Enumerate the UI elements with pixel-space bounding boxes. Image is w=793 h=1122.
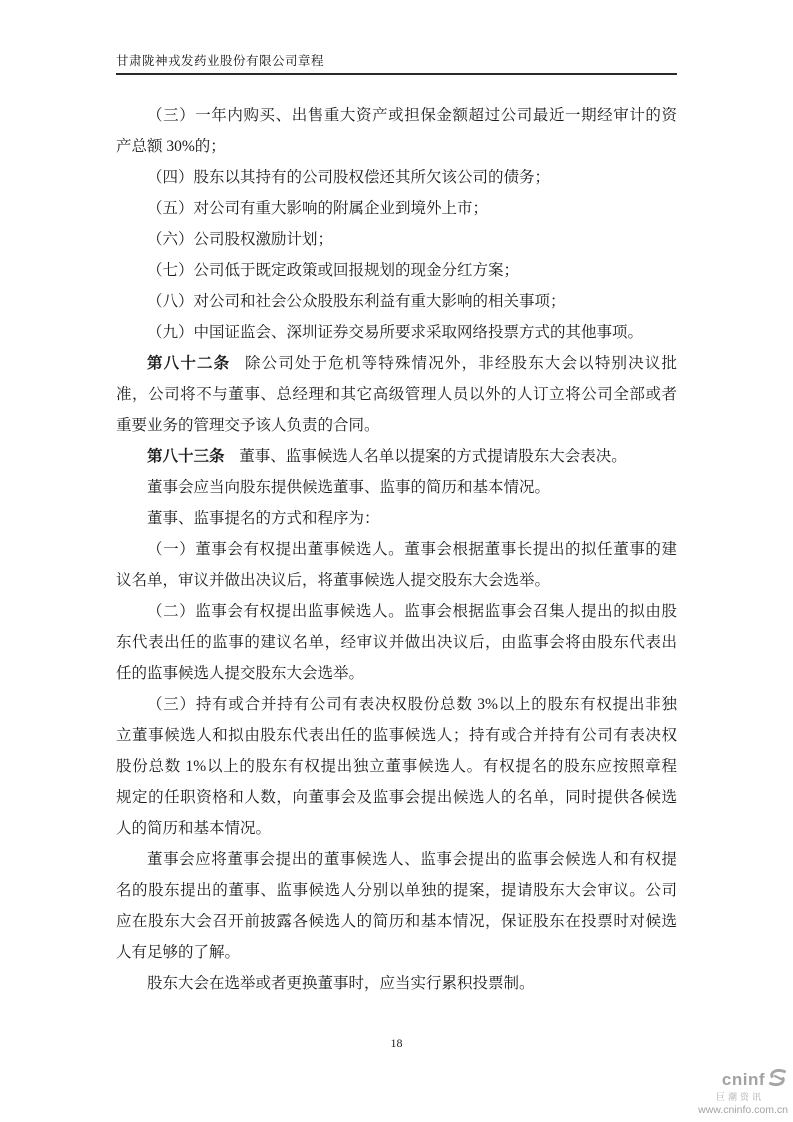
text-segment: 东代表出任的监事的建议名单，经审议并做出决议后，由监事会将由股东代表出 xyxy=(116,634,677,651)
page-header-title: 甘肃陇神戎发药业股份有限公司章程 xyxy=(116,54,325,68)
text-line xyxy=(116,937,677,968)
text-segment: 议名单，审议并做出决议后，将董事候选人提交股东大会选举。 xyxy=(116,572,551,589)
text-segment: 产总额 30%的； xyxy=(116,138,226,155)
page-header xyxy=(116,52,677,75)
text-line xyxy=(116,813,677,844)
text-segment: 名的股东提出的董事、监事候选人分别以单独的提案，提请股东大会审议。公司 xyxy=(116,882,677,899)
text-line xyxy=(116,224,677,255)
text-line xyxy=(116,255,677,286)
text-segment: （七）公司低于既定政策或回报规划的现金分红方案； xyxy=(147,262,520,279)
text-line xyxy=(116,317,677,348)
article-number-bold: 第八十三条 xyxy=(147,448,225,465)
text-segment: 任的监事候选人提交股东大会选举。 xyxy=(116,665,365,682)
text-segment: 立董事候选人和拟由股东代表出任的监事候选人；持有或合并持有公司有表决权 xyxy=(116,727,677,744)
text-segment: 人的简历和基本情况。 xyxy=(116,820,272,837)
text-line xyxy=(116,100,677,131)
text-segment: 董事、监事候选人名单以提案的方式提请股东大会表决。 xyxy=(239,448,627,465)
text-segment: 重要业务的管理交予该人负责的合同。 xyxy=(116,417,380,434)
swirl-icon xyxy=(767,1068,788,1091)
text-line xyxy=(116,410,677,441)
article-number-bold: 第八十二条 xyxy=(147,355,231,372)
text-line xyxy=(116,782,677,813)
text-segment: 董事、监事提名的方式和程序为： xyxy=(147,510,380,527)
text-line xyxy=(116,534,677,565)
text-line xyxy=(116,286,677,317)
text-segment: （四）股东以其持有的公司股权偿还其所欠该公司的债务； xyxy=(147,169,551,186)
cninfo-logo xyxy=(668,1068,788,1116)
text-line xyxy=(116,627,677,658)
text-line xyxy=(116,565,677,596)
document-body xyxy=(116,100,677,999)
text-line xyxy=(116,875,677,906)
text-line xyxy=(116,658,677,689)
text-segment: 人有足够的了解。 xyxy=(116,944,241,961)
text-line xyxy=(116,162,677,193)
text-segment: （三）一年内购买、出售重大资产或担保金额超过公司最近一期经审计的资 xyxy=(147,107,677,124)
text-segment: 股东大会在选举或者更换董事时，应当实行累积投票制。 xyxy=(147,975,535,992)
text-segment: （九）中国证监会、深圳证券交易所要求采取网络投票方式的其他事项。 xyxy=(147,324,644,341)
text-segment: （三）持有或合并持有公司有表决权股份总数 3%以上的股东有权提出非独 xyxy=(147,696,677,713)
text-line xyxy=(116,689,677,720)
text-segment: 董事会应将董事会提出的董事候选人、监事会提出的监事会候选人和有权提 xyxy=(147,851,677,868)
cninfo-brand-text: cninf xyxy=(721,1070,765,1089)
text-segment: 规定的任职资格和人数，向董事会及监事会提出候选人的名单，同时提供各候选 xyxy=(116,789,677,806)
text-segment: 除公司处于危机等特殊情况外，非经股东大会以特别决议批 xyxy=(245,355,677,372)
text-line xyxy=(116,472,677,503)
text-line xyxy=(116,968,677,999)
text-line xyxy=(116,906,677,937)
text-line xyxy=(116,441,677,472)
text-segment: 应在股东大会召开前披露各候选人的简历和基本情况，保证股东在投票时对候选 xyxy=(116,913,677,930)
text-segment: 董事会应当向股东提供候选董事、监事的简历和基本情况。 xyxy=(147,479,551,496)
text-line xyxy=(116,751,677,782)
text-segment: （一）董事会有权提出董事候选人。董事会根据董事长提出的拟任董事的建 xyxy=(147,541,677,558)
cninfo-url: www.cninfo.com.cn xyxy=(698,1104,788,1116)
text-line xyxy=(116,503,677,534)
text-segment: 准，公司将不与董事、总经理和其它高级管理人员以外的人订立将公司全部或者 xyxy=(116,386,677,403)
text-line xyxy=(116,844,677,875)
text-segment: （二）监事会有权提出监事候选人。监事会根据监事会召集人提出的拟由股 xyxy=(147,603,677,620)
text-segment: （六）公司股权激励计划； xyxy=(147,231,334,248)
text-line xyxy=(116,379,677,410)
text-segment: （八）对公司和社会公众股股东利益有重大影响的相关事项； xyxy=(147,293,566,310)
cninfo-brand-row xyxy=(668,1068,788,1091)
text-segment: （五）对公司有重大影响的附属企业到境外上市； xyxy=(147,200,489,217)
text-line xyxy=(116,720,677,751)
cninfo-chinese-name: 巨潮资讯 xyxy=(715,1092,764,1102)
page-number: 18 xyxy=(390,1036,403,1050)
text-line xyxy=(116,193,677,224)
text-line xyxy=(116,131,677,162)
text-line xyxy=(116,596,677,627)
text-line xyxy=(116,348,677,379)
text-segment: 股份总数 1%以上的股东有权提出独立董事候选人。有权提名的股东应按照章程 xyxy=(116,758,677,775)
